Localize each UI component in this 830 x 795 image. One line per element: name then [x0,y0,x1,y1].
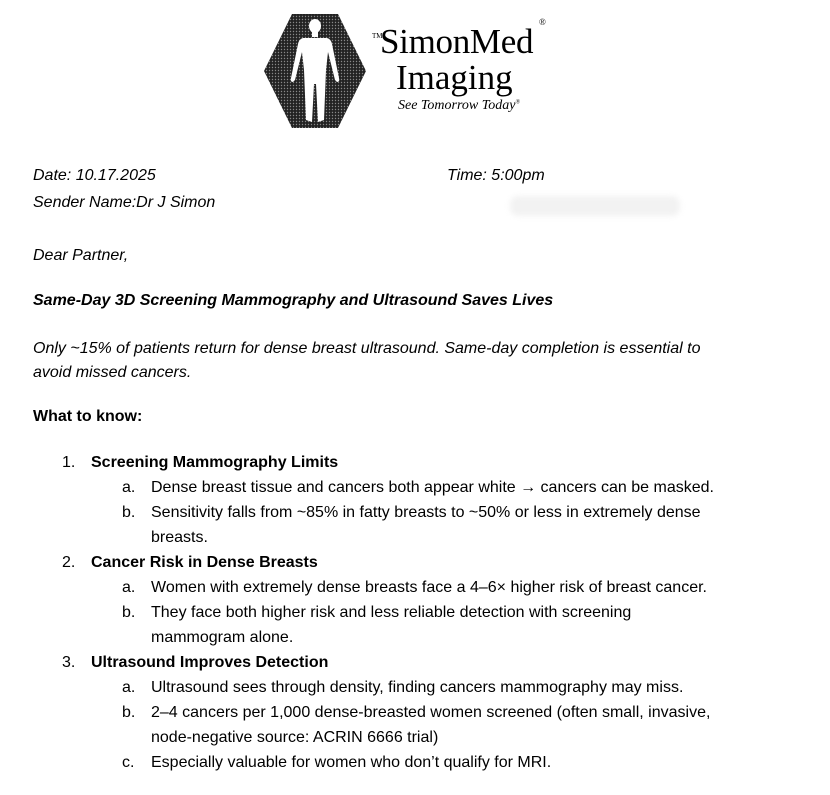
sub-point-letter: a. [122,579,136,596]
intro-line-1: Only ~15% of patients return for dense breast ultrasound. Same-day completion is essential to [33,340,701,357]
intro-line-2: avoid missed cancers. [33,364,192,381]
sub-point-letter: b. [122,604,136,621]
redacted-region [510,196,680,216]
sub-point-text: Women with extremely dense breasts face a 4–6× higher risk of breast cancer. [151,579,707,596]
sub-point-letter: c. [122,754,135,771]
logo-name-line2: Imaging [396,58,513,97]
sub-point-text: Especially valuable for women who don’t qualify for MRI. [151,754,552,771]
point-item [33,450,823,475]
sub-point-letter: b. [122,704,136,721]
sub-point-text: Dense breast tissue and cancers both appear white → cancers can be masked. [151,479,714,496]
sub-point-item [33,750,823,775]
simonmed-logo [262,12,562,130]
sub-point-text: mammogram alone. [151,629,294,646]
point-number: 3. [62,654,76,671]
sub-point-letter: a. [122,479,136,496]
sub-point-item [33,500,823,525]
trademark-mark: TM [372,32,383,40]
point-number: 1. [62,454,76,471]
sub-point-text: Ultrasound sees through density, finding cancers mammography may miss. [151,679,684,696]
sub-point-item [33,575,823,600]
sub-point-text: breasts. [151,529,208,546]
sub-point-continuation [33,625,823,650]
logo-name-line1: SimonMed [380,22,534,61]
sender-line: Sender Name:Dr J Simon [33,194,216,211]
sub-point-text: 2–4 cancers per 1,000 dense-breasted women screened (often small, invasive, [151,704,711,721]
time-line: Time: 5:00pm [447,167,545,184]
logo-tagline: See Tomorrow Today® [398,98,521,113]
sub-point-continuation [33,725,823,750]
key-points-list [33,450,823,775]
sub-point-item [33,675,823,700]
point-title: Screening Mammography Limits [91,454,339,471]
salutation: Dear Partner, [33,247,129,264]
sub-point-item [33,600,823,625]
sub-point-letter: a. [122,679,136,696]
sub-point-text: node-negative source: ACRIN 6666 trial) [151,729,439,746]
registered-mark: ® [539,17,546,27]
point-title: Cancer Risk in Dense Breasts [91,554,318,571]
sub-point-letter: b. [122,504,136,521]
section-heading: What to know: [33,408,143,425]
subject-heading: Same-Day 3D Screening Mammography and Ultrasound Saves Lives [33,292,554,309]
sub-point-text: Sensitivity falls from ~85% in fatty breasts to ~50% or less in extremely dense [151,504,701,521]
sub-point-text: They face both higher risk and less reliable detection with screening [151,604,632,621]
sub-point-item [33,700,823,725]
sub-point-item [33,475,823,500]
point-item [33,650,823,675]
point-number: 2. [62,554,76,571]
date-line: Date: 10.17.2025 [33,167,156,184]
body-silhouette-hexagon-icon [262,12,368,130]
point-item [33,550,823,575]
point-title: Ultrasound Improves Detection [91,654,329,671]
sub-point-continuation [33,525,823,550]
